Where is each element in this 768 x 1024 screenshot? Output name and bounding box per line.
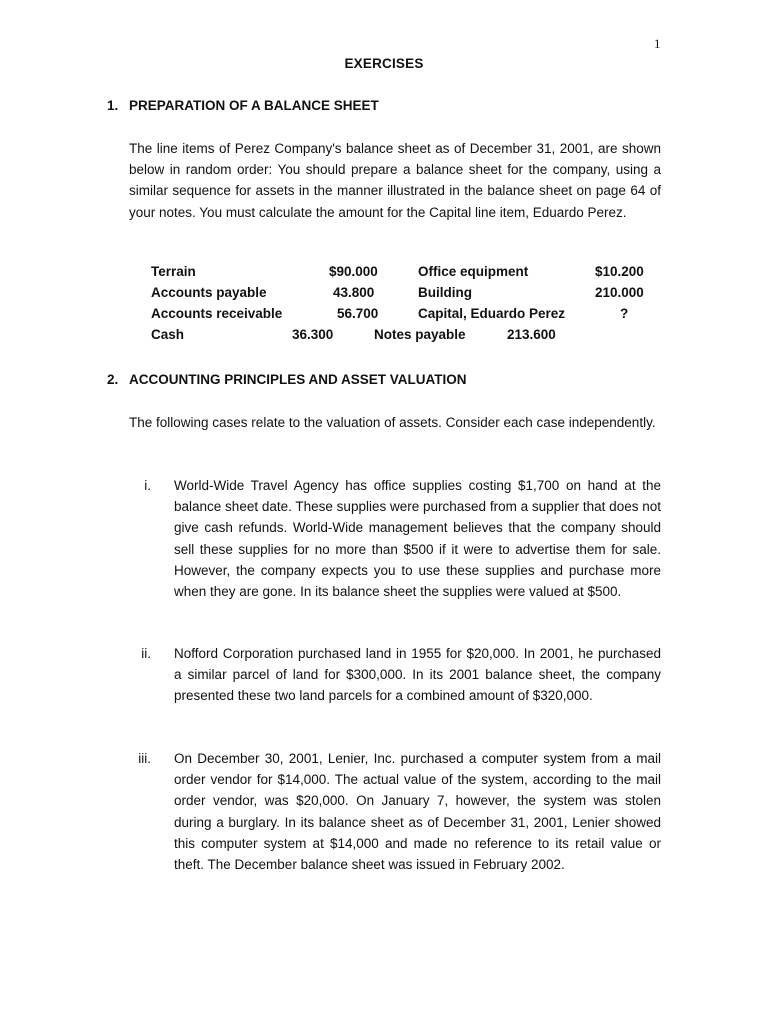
item-value: 56.700 — [337, 306, 379, 321]
balance-row — [151, 327, 671, 348]
item-value: 210.000 — [595, 285, 644, 300]
item-value: $90.000 — [329, 264, 378, 279]
item-label: Terrain — [151, 264, 196, 279]
page-number: 1 — [654, 36, 661, 51]
section1-heading-text: PREPARATION OF A BALANCE SHEET — [129, 98, 379, 113]
page-title: EXERCISES — [344, 56, 424, 71]
item-label: Office equipment — [418, 264, 529, 279]
item-value: ? — [620, 306, 629, 321]
item-label: Building — [418, 285, 472, 300]
section2-intro: The following cases relate to the valuation of assets. Consider each case independently. — [129, 415, 656, 430]
balance-row — [151, 306, 671, 327]
section2-heading-text: ACCOUNTING PRINCIPLES AND ASSET VALUATION — [129, 372, 467, 387]
item-label: Notes payable — [374, 327, 466, 342]
item-label: Accounts payable — [151, 285, 267, 300]
section2-number: 2. — [107, 372, 119, 387]
item-label: Accounts receivable — [151, 306, 283, 321]
balance-row — [151, 264, 671, 285]
case-number: ii. — [141, 646, 151, 661]
item-label: Capital, Eduardo Perez — [418, 306, 566, 321]
case-text: World-Wide Travel Agency has office supplies costing $1,700 on hand at the balance sheet date. These supplies were purchased from a supplier that does not give cash refunds. World-Wide management believes that the company should sell these supplies for no more than $500 if it were to advertise them for sale. However, the company expects you to use these supplies and purchase more when they are gone. In its balance sheet the supplies were valued at $500. — [174, 478, 661, 600]
item-label: Cash — [151, 327, 185, 342]
item-value: 36.300 — [292, 327, 334, 342]
section1-heading — [107, 98, 379, 113]
case-number: iii. — [138, 751, 151, 766]
section2-heading — [107, 372, 467, 387]
item-value: 213.600 — [507, 327, 556, 342]
balance-row — [151, 285, 671, 306]
section1-number: 1. — [107, 98, 119, 113]
item-value: $10.200 — [595, 264, 644, 279]
case-text: Nofford Corporation purchased land in 1955 for $20,000. In 2001, he purchased a similar parcel of land for $300,000. In its 2001 balance sheet, the company presented these two land parcels for a combined amount of $320,000. — [174, 646, 661, 704]
case-text: On December 30, 2001, Lenier, Inc. purchased a computer system from a mail order vendor for $14,000. The actual value of the system, according to the mail order vendor, was $20,000. On January 7, however, the system was stolen during a burglary. In its balance sheet as of December 31, 2001, Lenier showed this computer system at $14,000 and made no reference to its retail value or theft. The December balance sheet was issued in February 2002. — [174, 751, 661, 873]
section1-paragraph: The line items of Perez Company's balance sheet as of December 31, 2001, are shown below in random order: You should prepare a balance sheet for the company, using a similar sequence for assets in the manner illustrated in the balance sheet on page 64 of your notes. You must calculate the amount for the Capital line item, Eduardo Perez. — [129, 141, 661, 220]
case-number: i. — [144, 478, 151, 493]
item-value: 43.800 — [333, 285, 375, 300]
